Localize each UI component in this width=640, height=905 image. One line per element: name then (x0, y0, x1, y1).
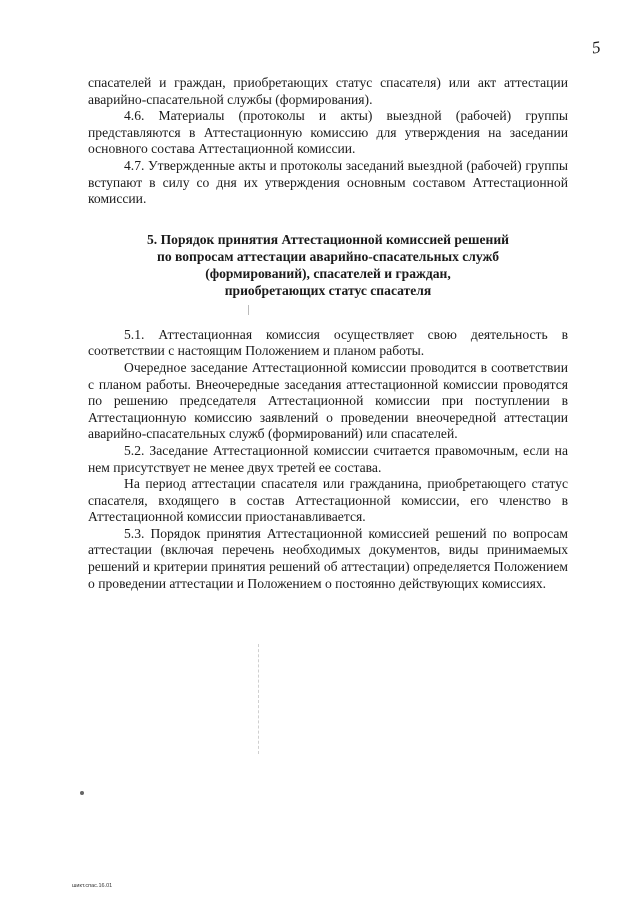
document-body (88, 75, 568, 592)
paragraph-5-2: 5.2. Заседание Аттестационной комиссии считается правомочным, если на нем присутствует не менее двух третей ее состава. (88, 442, 568, 475)
paragraph-regular-meeting: Очередное заседание Аттестационной комиссии проводится в соответствии с планом работы. Внеочередные заседания аттестационной комиссии проводятся по решению председателя Аттестационной комиссии при поступлении в Аттестационную комиссию заявлений о проведении внеочередной аттестации аварийно-спасательных служб (формирований) или спасателей. (88, 359, 568, 442)
paragraph-5-3: 5.3. Порядок принятия Аттестационной комиссией решений по вопросам аттестации (включая перечень необходимых документов, виды принимаемых решений и критерии принятия решений об аттестации) определяется Положением о проведении аттестации и Положением о постоянно действующих комиссиях. (88, 525, 568, 591)
scan-artifact-line (258, 644, 260, 754)
scan-artifact-mark (248, 305, 250, 315)
page-number: 5 (590, 37, 602, 58)
paragraph-membership-suspension: На период аттестации спасателя или гражданина, приобретающего статус спасателя, входящего в состав Аттестационной комиссии, его членство в Аттестационной комиссии приостанавливается. (88, 476, 568, 525)
paragraph-continuation: спасателей и граждан, приобретающих статус спасателя) или акт аттестации аварийно-спасательной службы (формирования). (88, 75, 568, 107)
paragraph-4-7: 4.7. Утвержденные акты и протоколы заседаний выездной (рабочей) группы вступают в силу со дня их утверждения основным составом Аттестационной комиссии. (88, 157, 568, 207)
scan-artifact-dot (80, 791, 84, 795)
section-heading-line: (формирований), спасателей и граждан, (205, 265, 451, 281)
paragraph-4-6: 4.6. Материалы (протоколы и акты) выездной (рабочей) группы представляются в Аттестационную комиссию для утверждения на заседании основного состава Аттестационной комиссии. (88, 108, 568, 157)
paragraph-5-1: 5.1. Аттестационная комиссия осуществляет свою деятельность в соответствии с настоящим Положением и планом работы. (88, 326, 568, 359)
section-heading-line: приобретающих статус спасателя (224, 282, 432, 298)
section-heading-line: 5. Порядок принятия Аттестационной комиссией решений (146, 231, 510, 247)
footer-code: шикт.спас.16.01 (72, 883, 113, 889)
section-5-heading (88, 231, 568, 299)
section-heading-line: по вопросам аттестации аварийно-спасательных служб (156, 248, 500, 264)
